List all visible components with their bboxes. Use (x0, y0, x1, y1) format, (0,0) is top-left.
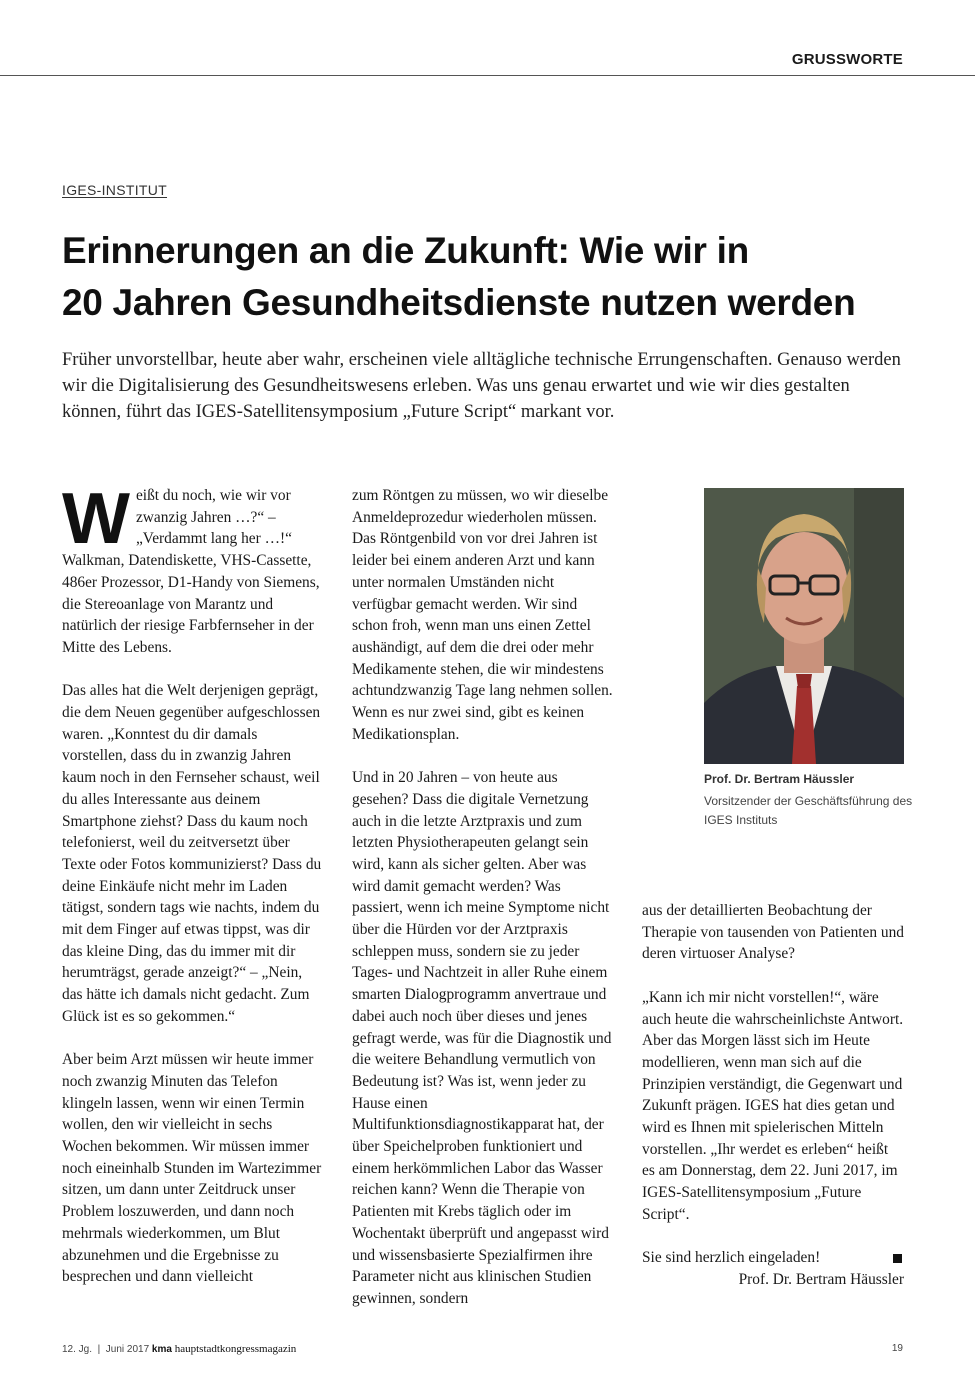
footer-magazine-name: hauptstadtkongressmagazin (174, 1343, 297, 1355)
article-headline (62, 225, 922, 329)
paragraph-text: eißt du noch, wie wir vor zwanzig Jahren …?“ – „Verdammt lang her …!“ Walkman, Datendiskette, VHS-Cassette, 486er Prozessor, D1-Handy von Siemens, die Stereoanlage von Marantz und natürlich der riesige Farbfernseher in der Mitte des Lebens. (62, 487, 320, 656)
author-portrait-photo (704, 488, 904, 764)
paragraph: „Kann ich mir nicht vorstellen!“, wäre auch heute die wahrscheinlichste Antwort. Aber das Morgen lässt sich im Heute modellieren, wenn man sich auf die Prinzipien verständigt, die Gegenwart und Zukunft prägen. IGES hat dies getan und wird es Ihnen mit spielerischen Mitteln vorstellen. „Ihr werdet es erleben“ heißt es am Donnerstag, dem 22. Juni 2017, im IGES-Satellitensymposium „Future Script“. (642, 988, 904, 1223)
text-column-2 (352, 485, 614, 1310)
footer-volume: 12. Jg. (62, 1344, 93, 1355)
paragraph: Und in 20 Jahren – von heute aus gesehen? Dass die digitale Vernetzung auch in die letzte Arztpraxis und zum letzten Physiotherapeuten gelangt sein wird, kann als sicher gelten. Aber was wird damit gemacht werden? Was passiert, wenn ich meine Symptome nicht über die Hürden vor der Arztpraxis schleppen muss, sondern sie zu jeder Tages- und Nachtzeit in aller Ruhe einem smarten Dialogprogramm anvertraue und dabei auch noch über dieses und jenes gefragt werde, was für die Diagnostik und die weitere Behandlung vermutlich von Bedeutung ist? Was ist, wenn jeder zu Hause einen Multifunktionsdiagnostikapparat hat, der über Speichelproben funktioniert und einem herkömmlichen Labor das Wasser reichen kann? Wenn die Therapie von Patienten mit Krebs täglich oder im Wochentakt überprüft und angepasst wird und wissensbasierte Spezialfirmen ihre Parameter nicht aus klinischen Studien gewinnen, sondern (352, 769, 612, 1307)
paragraph: Aber beim Arzt müssen wir heute immer noch zwanzig Minuten das Telefon klingeln lassen, wenn wir einen Termin wollen, den wir vielleicht in sechs Wochen bekommen. Wir müssen immer noch eineinhalb Stunden im Wartezimmer sitzen, um dann unter Zeitdruck unser Problem loszuwerden, und dann noch mehrmals wiederkommen, um Blut abzunehmen und die Ergebnisse zu besprechen und dann vielleicht (62, 1051, 322, 1286)
paragraph: zum Röntgen zu müssen, wo wir dieselbe Anmeldeprozedur wiederholen müssen. Das Röntgenbild von vor drei Jahren ist leider bei einem anderen Arzt und kann unter normalen Umständen nicht verfügbar gemacht werden. Wir sind schon froh, wenn man uns einen Zettel aushändigt, auf dem die drei oder mehr Medikamente stehen, die wir mindestens achtundzwanzig Tage lang nehmen sollen. Wenn es nur zwei sind, gibt es keinen Medikationsplan. (352, 487, 613, 743)
footer-issue-info (62, 1343, 296, 1355)
headline-line-2: 20 Jahren Gesundheitsdienste nutzen werden (62, 282, 856, 323)
end-of-article-mark (893, 1254, 902, 1263)
portrait-illustration (704, 488, 904, 764)
headline-line-1: Erinnerungen an die Zukunft: Wie wir in (62, 230, 749, 271)
text-column-1 (62, 479, 324, 1288)
text-column-3 (642, 900, 904, 1291)
section-label: IGES-INSTITUT (62, 182, 168, 198)
photo-caption-role: Vorsitzender der Geschäftsführung des IGES Instituts (704, 794, 913, 827)
photo-caption-name: Prof. Dr. Bertram Häussler (704, 772, 855, 786)
article-lead: Früher unvorstellbar, heute aber wahr, erscheinen viele alltägliche technische Errungenschaften. Genauso werden wir die Digitalisierung des Gesundheitswesens erleben. Was uns genau erwartet und wie wir dies gestalten können, führt das IGES-Satellitensymposium „Future Script“ markant vor. (62, 350, 901, 422)
footer-brand: kma (151, 1344, 172, 1355)
footer-date: Juni 2017 (105, 1344, 150, 1355)
invitation-line (642, 1247, 904, 1269)
paragraph: Das alles hat die Welt derjenigen geprägt, die dem Neuen gegenüber aufgeschlossen waren. „Konntest du dir damals vorstellen, dass du in zwanzig Jahren kaum noch in den Fernseher schaust, weil du alles Interessante aus deinem Smartphone ziehst? Dass du kaum noch telefonierst, weil du zeitversetzt über Texte oder Fotos kommunizierst? Dass du deine Einkäufe nicht mehr im Laden tätigst, sondern tags wie nachts, indem du mit dem Finger auf etwas tippst, was dir das kleine Ding, das du immer mit dir herumträgst, gerade anzeigt?“ – „Nein, das hätte ich damals nicht gedacht. Zum Glück ist es so gekommen.“ (62, 682, 322, 1025)
paragraph (62, 479, 324, 659)
footer-separator: | (97, 1344, 101, 1355)
top-divider (0, 75, 975, 76)
section-rubric: GRUSSWORTE (791, 51, 903, 68)
drop-cap: W (62, 479, 130, 559)
invitation-text: Sie sind herzlich eingeladen! (642, 1249, 821, 1267)
paragraph: aus der detaillierten Beobachtung der Therapie von tausenden von Patienten und deren virtuoser Analyse? (642, 902, 904, 963)
page-number: 19 (891, 1343, 903, 1354)
author-signature: Prof. Dr. Bertram Häussler (738, 1270, 904, 1288)
